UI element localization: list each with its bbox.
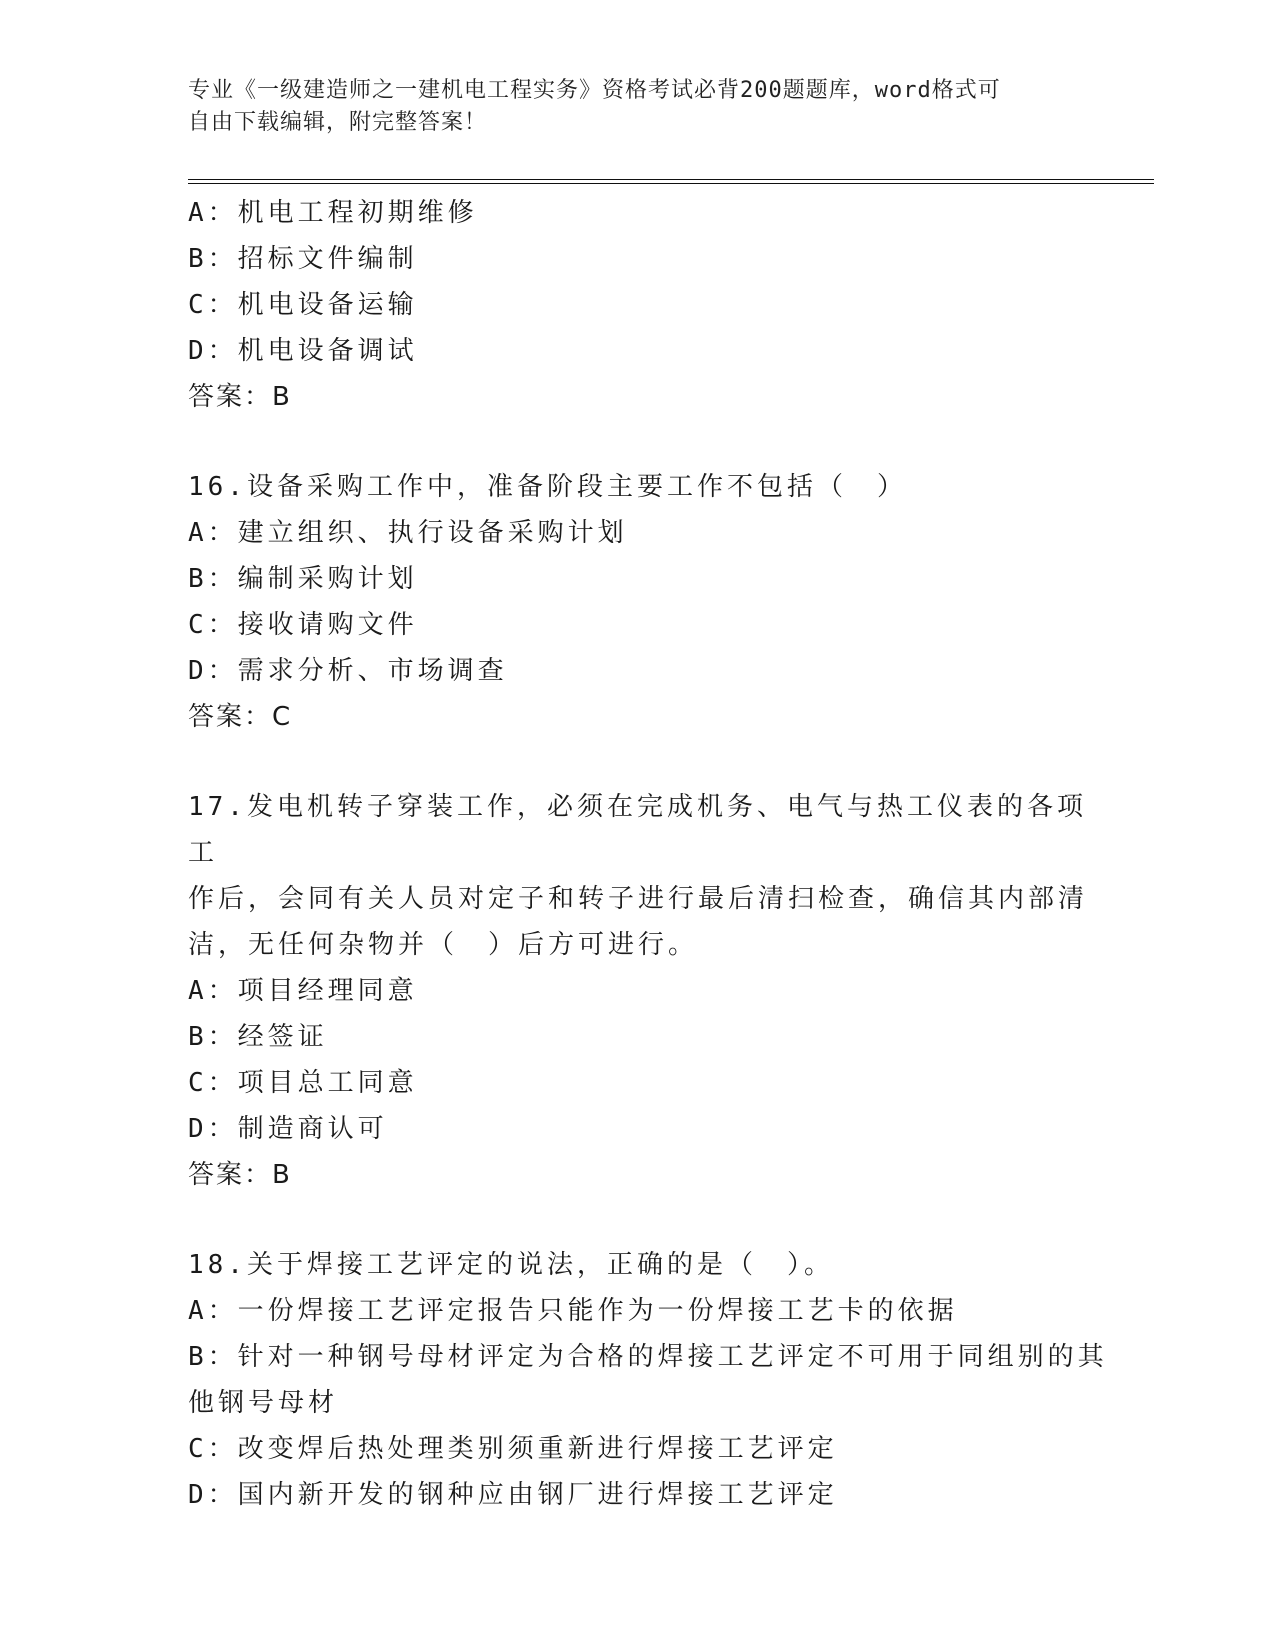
option-text: 项目经理同意	[237, 976, 418, 1006]
header-line-2: 自由下载编辑，附完整答案！	[188, 110, 488, 135]
option-label: B：	[188, 1342, 238, 1372]
option-b	[188, 1014, 1088, 1060]
option-a	[188, 1288, 1088, 1334]
option-label: D：	[188, 336, 238, 366]
option-d	[188, 328, 1088, 374]
option-a	[188, 968, 1088, 1014]
option-d	[188, 648, 1088, 694]
option-label: A：	[188, 518, 238, 548]
option-a	[188, 190, 1088, 236]
option-d	[188, 1106, 1088, 1152]
option-a	[188, 510, 1088, 556]
option-text: 一份焊接工艺评定报告只能作为一份焊接工艺卡的依据	[237, 1296, 958, 1326]
option-label: B：	[188, 244, 238, 274]
question-stem: 16.设备采购工作中，准备阶段主要工作不包括（ ）	[188, 472, 907, 502]
option-label: A：	[188, 198, 238, 228]
option-c	[188, 282, 1088, 328]
option-label: D：	[188, 1114, 238, 1144]
document-header	[188, 75, 1068, 139]
option-text: 需求分析、市场调查	[237, 656, 508, 686]
option-text: 编制采购计划	[237, 564, 418, 594]
question-stem-line-3: 洁，无任何杂物并（ ）后方可进行。	[188, 930, 699, 960]
option-c	[188, 1426, 1088, 1472]
question-16	[188, 464, 1088, 740]
option-text: 项目总工同意	[237, 1068, 418, 1098]
option-text: 改变焊后热处理类别须重新进行焊接工艺评定	[237, 1434, 838, 1464]
option-label: D：	[188, 656, 238, 686]
option-label: B：	[188, 1022, 238, 1052]
option-label: C：	[188, 1434, 238, 1464]
option-text: 国内新开发的钢种应由钢厂进行焊接工艺评定	[237, 1480, 838, 1510]
option-c	[188, 602, 1088, 648]
option-d	[188, 1472, 1088, 1518]
header-line-1: 专业《一级建造师之一建机电工程实务》资格考试必背200题题库，word格式可	[188, 78, 1001, 103]
option-text: 经签证	[237, 1022, 328, 1052]
question-list	[188, 190, 1108, 1518]
answer: 答案：B	[188, 1160, 292, 1190]
option-label: A：	[188, 976, 238, 1006]
option-text: 接收请购文件	[237, 610, 418, 640]
option-text: 机电工程初期维修	[237, 198, 478, 228]
option-label: C：	[188, 1068, 238, 1098]
answer: 答案：B	[188, 382, 292, 412]
option-label: C：	[188, 290, 238, 320]
question-partial	[188, 190, 1088, 420]
option-text: 机电设备调试	[237, 336, 418, 366]
question-stem-line-1: 17.发电机转子穿装工作，必须在完成机务、电气与热工仪表的各项工	[188, 792, 1087, 868]
option-text: 针对一种钢号母材评定为合格的焊接工艺评定不可用于同组别的其	[237, 1342, 1108, 1372]
option-b-continuation: 他钢号母材	[188, 1388, 339, 1418]
question-18	[188, 1242, 1108, 1518]
question-17	[188, 784, 1088, 1198]
question-stem-line-2: 作后，会同有关人员对定子和转子进行最后清扫检查，确信其内部清	[188, 884, 1089, 914]
option-text: 制造商认可	[237, 1114, 388, 1144]
header-divider-bottom	[188, 183, 1154, 184]
option-label: B：	[188, 564, 238, 594]
option-text: 机电设备运输	[237, 290, 418, 320]
option-label: D：	[188, 1480, 238, 1510]
option-b	[188, 1334, 1108, 1380]
option-label: C：	[188, 610, 238, 640]
question-stem: 18.关于焊接工艺评定的说法，正确的是（ ）。	[188, 1250, 834, 1280]
option-label: A：	[188, 1296, 238, 1326]
option-c	[188, 1060, 1088, 1106]
option-b	[188, 236, 1088, 282]
option-text: 招标文件编制	[237, 244, 418, 274]
option-text: 建立组织、执行设备采购计划	[237, 518, 628, 548]
option-b	[188, 556, 1088, 602]
header-divider-top	[188, 179, 1154, 180]
answer: 答案：C	[188, 702, 293, 732]
